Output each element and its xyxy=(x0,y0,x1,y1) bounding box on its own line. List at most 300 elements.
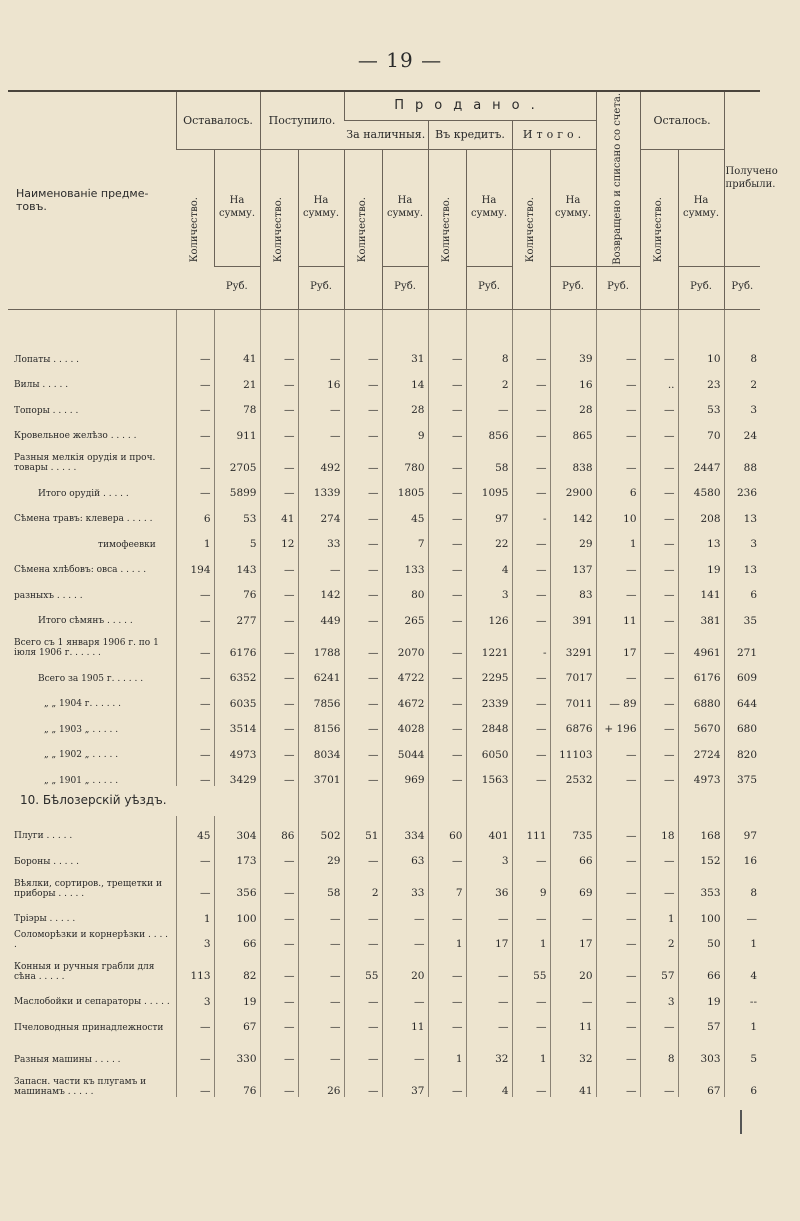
table-cell: — xyxy=(344,525,382,551)
table-cell: 1 xyxy=(640,899,678,925)
row-label-text: Разныя мелкія орудія и проч. товары xyxy=(14,453,156,474)
table-cell: 45 xyxy=(176,816,214,842)
table-row xyxy=(8,867,760,899)
table-cell: 113 xyxy=(176,950,214,982)
header-vozvr-text: Возвращено и списано со счета. xyxy=(611,93,623,265)
table-cell: 13 xyxy=(678,525,724,551)
table-cell: — xyxy=(466,1008,512,1034)
table-cell: 8 xyxy=(724,340,760,366)
table-cell: 1 xyxy=(724,1008,760,1034)
table-cell: 1339 xyxy=(298,474,344,500)
table-cell: 83 xyxy=(550,576,596,602)
table-row xyxy=(8,340,760,366)
spacer-cell xyxy=(678,309,724,340)
table-cell: — xyxy=(344,925,382,951)
table-cell: 1563 xyxy=(466,761,512,787)
table-row xyxy=(8,627,760,659)
table-cell: 4 xyxy=(466,550,512,576)
row-label-text: Сѣмена травъ: клевера xyxy=(14,514,124,525)
table-row xyxy=(8,842,760,868)
header-rub-3: Руб. xyxy=(382,266,428,309)
table-cell: — xyxy=(428,982,466,1008)
row-label-text: Запасн. части къ плугамъ и машинамъ xyxy=(14,1076,147,1097)
table-cell: — xyxy=(344,1008,382,1034)
table-cell: 5899 xyxy=(214,474,260,500)
table-cell: — xyxy=(640,525,678,551)
table-cell: — xyxy=(176,735,214,761)
leader-dots: . . . . . xyxy=(50,856,79,867)
table-cell: 8 xyxy=(466,340,512,366)
table-cell: 7017 xyxy=(550,659,596,685)
table-row xyxy=(8,365,760,391)
table-cell: — xyxy=(344,442,382,474)
table-cell: 19 xyxy=(214,982,260,1008)
table-cell: 13 xyxy=(724,499,760,525)
table-row xyxy=(8,659,760,685)
table-cell: 3514 xyxy=(214,710,260,736)
table-cell: 55 xyxy=(344,950,382,982)
table-cell: — xyxy=(428,899,466,925)
table-cell: 1 xyxy=(596,525,640,551)
spacer-cell xyxy=(344,309,382,340)
table-cell: 356 xyxy=(214,867,260,899)
header-vozvr xyxy=(596,91,640,266)
table-cell: 3 xyxy=(724,525,760,551)
table-cell: — xyxy=(298,1033,344,1065)
table-cell: — xyxy=(344,659,382,685)
row-label-text: Топоры xyxy=(14,405,50,416)
table-cell: — xyxy=(176,474,214,500)
table-cell: — xyxy=(512,842,550,868)
table-cell: 7 xyxy=(428,867,466,899)
table-cell: 609 xyxy=(724,659,760,685)
table-cell: — xyxy=(176,842,214,868)
table-cell: — xyxy=(260,925,298,951)
table-cell: 69 xyxy=(550,867,596,899)
margin-mark xyxy=(740,1110,742,1134)
table-cell: 66 xyxy=(550,842,596,868)
table-cell: 57 xyxy=(678,1008,724,1034)
header-kol-3 xyxy=(344,150,382,310)
table-cell: 304 xyxy=(214,816,260,842)
table-cell: — xyxy=(344,365,382,391)
table-row xyxy=(8,925,760,951)
table-cell: — xyxy=(428,601,466,627)
table-cell: 168 xyxy=(678,816,724,842)
table-cell: 1 xyxy=(512,925,550,951)
table-cell: — xyxy=(428,474,466,500)
table-cell: 492 xyxy=(298,442,344,474)
table-cell: 18 xyxy=(640,816,678,842)
table-cell: 82 xyxy=(214,950,260,982)
table-cell: — xyxy=(640,684,678,710)
section-cell xyxy=(640,786,678,816)
spacer-cell xyxy=(724,309,760,340)
section-row xyxy=(8,786,760,816)
table-cell: — xyxy=(260,442,298,474)
row-label xyxy=(8,1008,176,1034)
table-cell: — xyxy=(596,1008,640,1034)
table-cell: 6176 xyxy=(678,659,724,685)
table-cell: 3 xyxy=(176,925,214,951)
table-cell: — xyxy=(344,340,382,366)
table-cell: 969 xyxy=(382,761,428,787)
leader-dots: . . . . . xyxy=(50,354,80,365)
table-cell: 271 xyxy=(724,627,760,659)
section-cell xyxy=(298,786,344,816)
section-cell xyxy=(428,786,466,816)
table-cell: 6352 xyxy=(214,659,260,685)
table-cell: 2295 xyxy=(466,659,512,685)
leader-dots: . . . . . xyxy=(43,831,73,842)
table-cell: 45 xyxy=(382,499,428,525)
leader-dots: . . . . . xyxy=(104,616,133,627)
table-cell: 391 xyxy=(550,601,596,627)
table-cell: 303 xyxy=(678,1033,724,1065)
table-cell: — xyxy=(344,474,382,500)
header-name: Наименованіе предме- товъ. xyxy=(8,91,176,309)
table-cell: 1221 xyxy=(466,627,512,659)
header-kol-2 xyxy=(260,150,298,310)
table-cell: — xyxy=(596,867,640,899)
row-label xyxy=(8,391,176,417)
table-cell: 14 xyxy=(382,365,428,391)
table-cell: — 89 xyxy=(596,684,640,710)
table-cell: — xyxy=(344,735,382,761)
table-cell: 55 xyxy=(512,950,550,982)
table-cell: 57 xyxy=(640,950,678,982)
leader-dots: . . . . . xyxy=(89,724,119,735)
table-cell: — xyxy=(596,1065,640,1097)
table-cell: 1095 xyxy=(466,474,512,500)
section-title: 10. Бѣлозерскій уѣздъ. xyxy=(20,793,167,808)
table-cell: — xyxy=(298,550,344,576)
table-cell: 6050 xyxy=(466,735,512,761)
spacer-cell xyxy=(466,309,512,340)
table-cell: — xyxy=(466,950,512,982)
table-cell: — xyxy=(596,816,640,842)
table-cell: 1788 xyxy=(298,627,344,659)
header-prodano: Продано. xyxy=(344,91,596,121)
table-cell: — xyxy=(260,867,298,899)
table-cell: — xyxy=(428,950,466,982)
table-cell: 11 xyxy=(596,601,640,627)
leader-dots: . . . . . xyxy=(123,514,153,525)
table-cell: — xyxy=(298,899,344,925)
header-kol-6 xyxy=(640,150,678,310)
table-cell: 78 xyxy=(214,391,260,417)
header-v-kredit: Въ кредитъ. xyxy=(428,121,512,150)
table-cell: — xyxy=(512,1008,550,1034)
table-cell: — xyxy=(640,1008,678,1034)
table-cell: 33 xyxy=(382,867,428,899)
table-cell: 856 xyxy=(466,416,512,442)
spacer-cell xyxy=(550,309,596,340)
table-cell: 4028 xyxy=(382,710,428,736)
table-cell: — xyxy=(724,899,760,925)
table-cell: 141 xyxy=(678,576,724,602)
header-sum-5: На сумму. xyxy=(550,150,596,267)
table-cell: 152 xyxy=(678,842,724,868)
table-cell: 58 xyxy=(298,867,344,899)
table-cell: — xyxy=(640,867,678,899)
row-label-text: „ „ 1902 „ xyxy=(44,750,90,761)
table-cell: 29 xyxy=(550,525,596,551)
table-cell: — xyxy=(596,950,640,982)
row-label-text: Вѣялки, сортиров., трещетки и приборы xyxy=(14,878,163,899)
table-cell: 6 xyxy=(176,499,214,525)
table-cell: 401 xyxy=(466,816,512,842)
section-cell xyxy=(550,786,596,816)
row-label-text: Сѣмена хлѣбовъ: овса xyxy=(14,565,118,576)
table-cell: 2705 xyxy=(214,442,260,474)
table-cell: 2447 xyxy=(678,442,724,474)
table-cell: — xyxy=(512,340,550,366)
table-cell: — xyxy=(428,761,466,787)
table-cell: 8 xyxy=(640,1033,678,1065)
table-cell: 4672 xyxy=(382,684,428,710)
table-cell: — xyxy=(344,601,382,627)
table-cell: 2 xyxy=(724,365,760,391)
header-sum-6: На сумму. xyxy=(678,150,724,267)
section-cell xyxy=(344,786,382,816)
table-cell: — xyxy=(176,576,214,602)
table-cell: 3 xyxy=(724,391,760,417)
section-cell xyxy=(260,786,298,816)
table-cell: 39 xyxy=(550,340,596,366)
table-cell: 41 xyxy=(214,340,260,366)
header-kol-5 xyxy=(512,150,550,310)
table-cell: — xyxy=(640,735,678,761)
row-label-text: „ „ 1904 г. xyxy=(44,699,93,710)
table-cell: — xyxy=(640,627,678,659)
table-cell: 6241 xyxy=(298,659,344,685)
table-cell: — xyxy=(640,1065,678,1097)
table-cell: — xyxy=(428,1008,466,1034)
table-cell: — xyxy=(382,925,428,951)
table-cell: — xyxy=(260,659,298,685)
row-label xyxy=(8,842,176,868)
table-cell: 20 xyxy=(550,950,596,982)
table-row xyxy=(8,950,760,982)
row-label xyxy=(8,1065,176,1097)
table-cell: — xyxy=(596,982,640,1008)
table-cell: 31 xyxy=(382,340,428,366)
table-cell: 67 xyxy=(678,1065,724,1097)
leader-dots: . . . . . xyxy=(100,488,129,499)
table-cell: 32 xyxy=(550,1033,596,1065)
table-cell: — xyxy=(260,735,298,761)
table-cell: — xyxy=(512,684,550,710)
table-row xyxy=(8,761,760,787)
table-cell: 194 xyxy=(176,550,214,576)
header-kol-1-text: Количество. xyxy=(188,196,200,262)
table-cell: — xyxy=(550,982,596,1008)
table-cell: — xyxy=(176,1008,214,1034)
table-cell: — xyxy=(176,761,214,787)
table-cell: — xyxy=(176,1033,214,1065)
table-cell: — xyxy=(428,525,466,551)
spacer-cell xyxy=(382,309,428,340)
table-cell: 274 xyxy=(298,499,344,525)
table-cell: 97 xyxy=(724,816,760,842)
table-cell: — xyxy=(428,365,466,391)
table-cell: — xyxy=(512,416,550,442)
table-cell: — xyxy=(298,1008,344,1034)
header-kol-6-text: Количество. xyxy=(652,196,664,262)
table-cell: 3429 xyxy=(214,761,260,787)
table-cell: — xyxy=(344,761,382,787)
row-label-text: Пчеловодныя принадлежности xyxy=(14,1022,164,1033)
table-cell: 644 xyxy=(724,684,760,710)
header-rub-6: Руб. xyxy=(678,266,724,309)
table-cell: 1 xyxy=(512,1033,550,1065)
table-cell: — xyxy=(466,899,512,925)
table-cell: — xyxy=(640,416,678,442)
table-cell: — xyxy=(260,761,298,787)
table-cell: — xyxy=(640,601,678,627)
table-cell: 10 xyxy=(678,340,724,366)
section-cell xyxy=(466,786,512,816)
row-label-text: Плуги xyxy=(14,831,44,842)
table-cell: 8034 xyxy=(298,735,344,761)
table-cell: 3 xyxy=(640,982,678,1008)
table-cell: - xyxy=(512,627,550,659)
table-cell: — xyxy=(260,474,298,500)
table-cell: — xyxy=(428,499,466,525)
table-cell: 8156 xyxy=(298,710,344,736)
table-cell: — xyxy=(298,391,344,417)
table-row xyxy=(8,982,760,1008)
header-rub-5: Руб. xyxy=(550,266,596,309)
table-cell: 6876 xyxy=(550,710,596,736)
table-cell: — xyxy=(596,416,640,442)
table-cell: 375 xyxy=(724,761,760,787)
row-label xyxy=(8,1033,176,1065)
table-cell: — xyxy=(344,710,382,736)
table-cell: — xyxy=(428,416,466,442)
table-cell: 11 xyxy=(550,1008,596,1034)
table-cell: — xyxy=(596,735,640,761)
table-cell: 86 xyxy=(260,816,298,842)
header-sum-3: На сумму. xyxy=(382,150,428,267)
table-cell: — xyxy=(640,499,678,525)
table-cell: 22 xyxy=(466,525,512,551)
row-label xyxy=(8,735,176,761)
table-cell: — xyxy=(640,340,678,366)
table-cell: — xyxy=(260,684,298,710)
table-cell: — xyxy=(260,1033,298,1065)
table-cell: — xyxy=(176,710,214,736)
header-kol-2-text: Количество. xyxy=(272,196,284,262)
table-cell: — xyxy=(596,365,640,391)
table-cell: — xyxy=(428,627,466,659)
table-cell: — xyxy=(344,391,382,417)
row-label xyxy=(8,474,176,500)
header-kol-4-text: Количество. xyxy=(440,196,452,262)
table-cell: 41 xyxy=(260,499,298,525)
row-label-text: Вилы xyxy=(14,380,40,391)
row-label xyxy=(8,416,176,442)
table-cell: 143 xyxy=(214,550,260,576)
table-row xyxy=(8,442,760,474)
table-cell: 29 xyxy=(298,842,344,868)
table-row xyxy=(8,735,760,761)
table-cell: — xyxy=(176,365,214,391)
table-cell: — xyxy=(260,982,298,1008)
table-cell: 6 xyxy=(596,474,640,500)
table-cell: 100 xyxy=(678,899,724,925)
leader-dots: . . . . . xyxy=(117,565,147,576)
table-cell: — xyxy=(512,576,550,602)
table-cell: 2 xyxy=(466,365,512,391)
table-cell: 7 xyxy=(382,525,428,551)
table-cell: 4973 xyxy=(678,761,724,787)
table-cell: — xyxy=(428,842,466,868)
table-cell: — xyxy=(176,627,214,659)
table-cell: 5 xyxy=(724,1033,760,1065)
table-cell: 4 xyxy=(724,950,760,982)
table-cell: — xyxy=(512,899,550,925)
row-label-text: Всего съ 1 января 1906 г. по 1 іюля 1906 г. xyxy=(14,638,159,659)
table-cell: 12 xyxy=(260,525,298,551)
table-cell: 1 xyxy=(724,925,760,951)
table-cell: 35 xyxy=(724,601,760,627)
table-row xyxy=(8,601,760,627)
table-cell: 381 xyxy=(678,601,724,627)
row-label xyxy=(8,684,176,710)
table-cell: 67 xyxy=(214,1008,260,1034)
table-cell: — xyxy=(260,550,298,576)
table-cell: — xyxy=(382,982,428,1008)
table-cell: — xyxy=(550,899,596,925)
row-label xyxy=(8,867,176,899)
table-cell: 37 xyxy=(382,1065,428,1097)
table-cell: — xyxy=(176,867,214,899)
table-cell: 17 xyxy=(466,925,512,951)
header-sum-2: На сумму. xyxy=(298,150,344,267)
table-cell: — xyxy=(260,1008,298,1034)
leader-dots: . . . . . xyxy=(55,888,85,899)
table-cell: 3701 xyxy=(298,761,344,787)
table-cell: — xyxy=(596,340,640,366)
table-cell: 780 xyxy=(382,442,428,474)
table-cell: 8 xyxy=(724,867,760,899)
leader-dots: . . . . . xyxy=(92,699,121,710)
spacer-cell xyxy=(298,309,344,340)
table-cell: 20 xyxy=(382,950,428,982)
table-cell: — xyxy=(596,925,640,951)
spacer-cell xyxy=(176,309,214,340)
leader-dots: . . . . . xyxy=(114,673,144,684)
table-cell: — xyxy=(298,925,344,951)
table-row xyxy=(8,816,760,842)
table-cell: 36 xyxy=(466,867,512,899)
table-cell: 2 xyxy=(640,925,678,951)
table-cell: 19 xyxy=(678,982,724,1008)
table-cell: 11 xyxy=(382,1008,428,1034)
table-cell: 2339 xyxy=(466,684,512,710)
table-cell: 17 xyxy=(596,627,640,659)
table-cell: — xyxy=(512,365,550,391)
table-cell: 3 xyxy=(176,982,214,1008)
header-kol-5-text: Количество. xyxy=(524,196,536,262)
table-cell: — xyxy=(512,1065,550,1097)
table-row xyxy=(8,391,760,417)
table-cell: — xyxy=(640,474,678,500)
leader-dots: . . . . . xyxy=(35,971,65,982)
row-label-text: Соломорѣзки и корнерѣзки xyxy=(14,929,146,940)
